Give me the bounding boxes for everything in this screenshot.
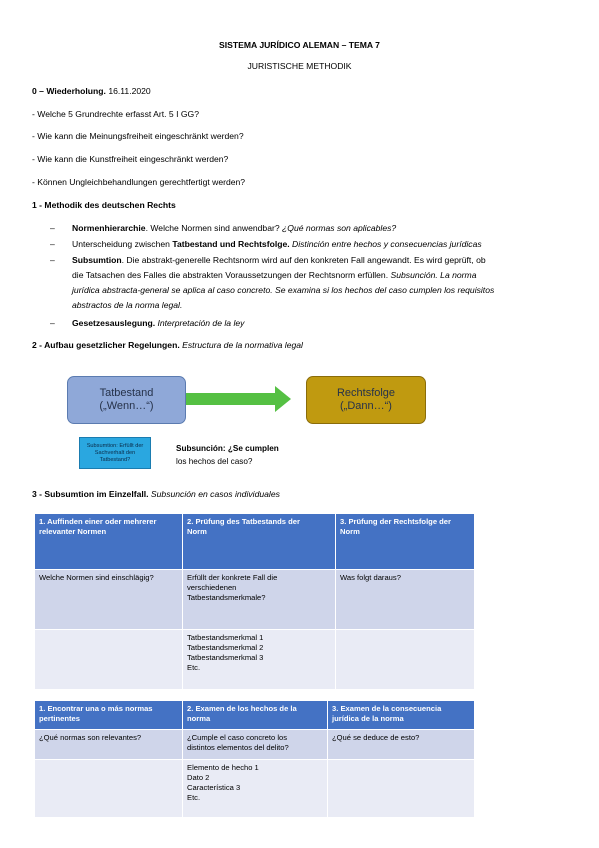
cell-line: norma: [187, 714, 211, 723]
subsuncion-note-line1: Subsunción: ¿Se cumplen: [176, 444, 279, 453]
bullet-italic: Interpretación de la ley: [157, 318, 245, 328]
small-box-line: Sachverhalt den: [94, 449, 136, 456]
bullet-text: . Die abstrakt-generelle Rechtsnorm wird auf den konkreten Fall angewandt. Es wird geprüft, ob: [121, 255, 486, 265]
cell-line: 1. Auffinden einer oder mehrerer: [39, 517, 157, 526]
section3-heading-text: 3 - Subsumtion im Einzelfall.: [32, 489, 149, 499]
table-es: [34, 700, 475, 818]
bullet-text: Unterscheidung zwischen: [72, 239, 173, 249]
bullet-subsumtion-line4: abstractos de la norma legal.: [72, 300, 183, 310]
arrow-right-icon: [275, 386, 291, 412]
cell-line: Característica 3: [187, 783, 241, 792]
table-row: [35, 630, 475, 690]
bullet-gesetzesauslegung: [72, 318, 244, 329]
cell-line: relevanter Normen: [39, 527, 107, 536]
bullet-bold: Tatbestand und Rechtsfolge.: [172, 239, 290, 249]
table-cell: [183, 570, 336, 630]
bullet-subsumtion-line2: [72, 270, 476, 281]
tatbestand-label: Tatbestand: [99, 387, 154, 399]
cell-line: ¿Cumple el caso concreto los: [187, 733, 288, 742]
section0-heading: [32, 86, 151, 97]
question-1: - Welche 5 Grundrechte erfasst Art. 5 I GG?: [32, 109, 200, 119]
cell-line: pertinentes: [39, 714, 80, 723]
arrow-shaft: [186, 393, 276, 405]
bullet-italic: Distinción entre hechos y consecuencias jurídicas: [292, 239, 482, 249]
question-4: - Können Ungleichbehandlungen gerechtfertigt werden?: [32, 177, 246, 187]
cell-line: jurídica de la norma: [332, 714, 404, 723]
section0-heading-text: 0 – Wiederholung.: [32, 86, 106, 96]
cell-line: 1. Encontrar una o más normas: [39, 704, 153, 713]
section3-heading-italic: Subsunción en casos individuales: [150, 489, 280, 499]
bullet-text: . Welche Normen sind anwendbar?: [145, 223, 280, 233]
question-3: - Wie kann die Kunstfreiheit eingeschränkt werden?: [32, 154, 229, 164]
bullet-bold: Gesetzesauslegung.: [72, 318, 156, 328]
question-2: - Wie kann die Meinungsfreiheit eingeschränkt werden?: [32, 131, 244, 141]
rechtsfolge-label: Rechtsfolge: [336, 387, 396, 399]
cell-line: Dato 2: [187, 773, 210, 782]
cell-line: Norm: [340, 527, 360, 536]
table-cell: [183, 760, 328, 818]
section0-date: 16.11.2020: [108, 86, 151, 96]
table-cell: [183, 730, 328, 760]
cell-line: Was folgt daraus?: [340, 573, 401, 582]
bullet-bold: Normenhierarchie: [72, 223, 146, 233]
bullet-tatbestand-rechtsfolge: [72, 239, 482, 250]
table-cell: [336, 570, 475, 630]
bullet-italic: ¿Qué normas son aplicables?: [282, 223, 397, 233]
bullet-italic: Subsunción. La norma: [390, 270, 477, 280]
bullet-dash: –: [50, 318, 55, 328]
cell-line: Tatbestandsmerkmale?: [187, 593, 266, 602]
table-cell: [35, 730, 183, 760]
table-header-cell: [35, 701, 183, 730]
cell-line: distintos elementos del delito?: [187, 743, 289, 752]
tatbestand-wenn: („Wenn…“): [99, 400, 154, 412]
bullet-subsumtion-line1: [72, 255, 486, 266]
cell-line: 3. Prüfung der Rechtsfolge der: [340, 517, 451, 526]
section2-heading: [32, 340, 303, 351]
table-cell: [35, 570, 183, 630]
cell-line: ¿Qué normas son relevantes?: [39, 733, 142, 742]
tatbestand-box: [67, 376, 186, 424]
cell-line: Etc.: [187, 663, 201, 672]
table-cell: [336, 630, 475, 690]
table-header-cell: [328, 701, 475, 730]
section3-heading: [32, 489, 280, 500]
table-cell: [35, 760, 183, 818]
bullet-dash: –: [50, 223, 55, 233]
subsuncion-note-line2: los hechos del caso?: [176, 457, 253, 466]
cell-line: Norm: [187, 527, 207, 536]
table-header-row: [35, 514, 475, 570]
small-box-line: Tatbestand?: [99, 456, 131, 463]
cell-line: 2. Prüfung des Tatbestands der: [187, 517, 300, 526]
cell-line: Welche Normen sind einschlägig?: [39, 573, 154, 582]
document-title: SISTEMA JURÍDICO ALEMAN – TEMA 7: [219, 40, 380, 50]
section2-heading-text: 2 - Aufbau gesetzlicher Regelungen.: [32, 340, 180, 350]
table-cell: [35, 630, 183, 690]
cell-line: verschiedenen: [187, 583, 237, 592]
bullet-subsumtion-line3: jurídica abstracta-general se aplica al caso concreto. Se examina si los hechos del caso cumplen los requisitos: [72, 285, 495, 295]
small-box-line: Subsumtion: Erfüllt der: [86, 442, 144, 449]
table-header-row: [35, 701, 475, 730]
cell-line: Tatbestandsmerkmal 2: [187, 643, 264, 652]
cell-line: ¿Qué se deduce de esto?: [332, 733, 420, 742]
cell-line: Tatbestandsmerkmal 1: [187, 633, 264, 642]
table-row: [35, 760, 475, 818]
rechtsfolge-box: [306, 376, 426, 424]
document-subtitle: JURISTISCHE METHODIK: [247, 61, 352, 71]
table-header-cell: [35, 514, 183, 570]
table-cell: [328, 760, 475, 818]
bullet-bold: Subsumtion: [72, 255, 122, 265]
subsumtion-small-box: [79, 437, 151, 469]
table-row: [35, 570, 475, 630]
cell-line: Tatbestandsmerkmal 3: [187, 653, 264, 662]
cell-line: Elemento de hecho 1: [187, 763, 259, 772]
table-cell: [183, 630, 336, 690]
bullet-dash: –: [50, 255, 55, 265]
table-header-cell: [183, 701, 328, 730]
table-header-cell: [183, 514, 336, 570]
cell-line: 3. Examen de la consecuencia: [332, 704, 442, 713]
bullet-text: die Tatsachen des Falles die abstrakten Voraussetzungen der Rechtsnorm erfüllen.: [72, 270, 389, 280]
bullet-normenhierarchie: [72, 223, 396, 234]
table-cell: [328, 730, 475, 760]
rechtsfolge-dann: („Dann…“): [340, 400, 392, 412]
table-de: [34, 513, 475, 690]
cell-line: Etc.: [187, 793, 201, 802]
section2-heading-italic: Estructura de la normativa legal: [182, 340, 303, 350]
section1-heading: 1 - Methodik des deutschen Rechts: [32, 200, 176, 210]
cell-line: Erfüllt der konkrete Fall die: [187, 573, 278, 582]
cell-line: 2. Examen de los hechos de la: [187, 704, 297, 713]
bullet-dash: –: [50, 239, 55, 249]
table-row: [35, 730, 475, 760]
table-header-cell: [336, 514, 475, 570]
